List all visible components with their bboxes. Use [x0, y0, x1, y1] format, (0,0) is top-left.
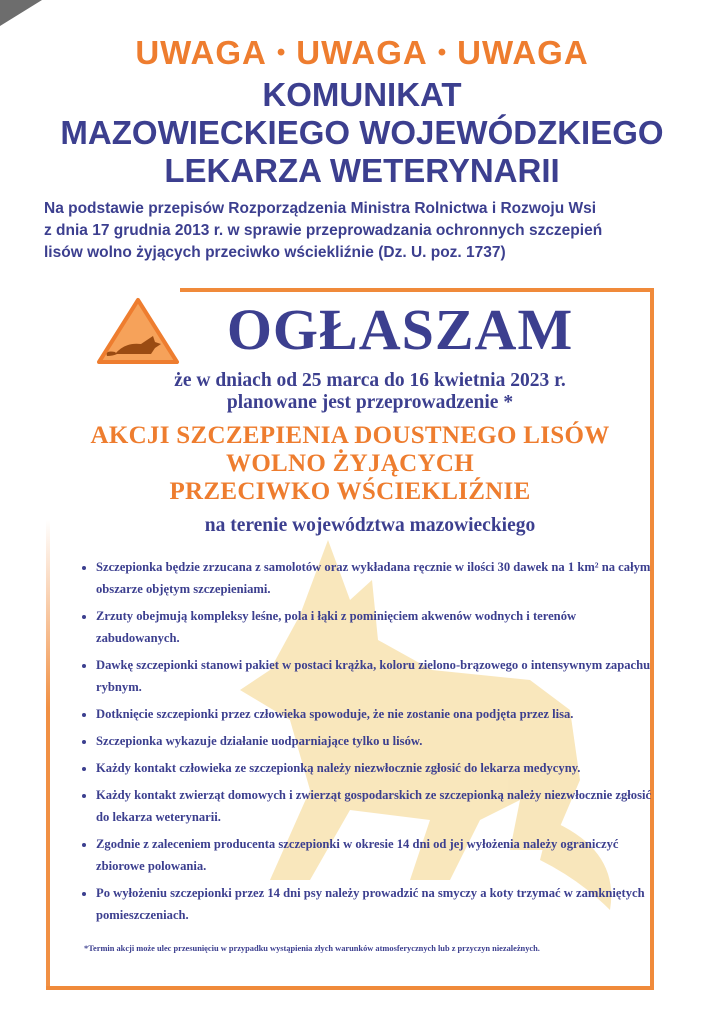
campaign-title — [50, 422, 650, 506]
rules-list — [72, 556, 652, 931]
list-item: • Dawkę szczepionki stanowi pakiet w postaci krążka, koloru zielono-brązowego o intensywnym zapachu rybnym. — [96, 654, 652, 698]
frame-left — [46, 520, 50, 990]
announcement-heading: OGŁASZAM — [226, 297, 574, 362]
list-item: • Każdy kontakt zwierząt domowych i zwierząt gospodarskich ze szczepionką należy niezwłocznie zgłosić do lekarza weterynarii. — [96, 784, 652, 828]
list-item: • Po wyłożeniu szczepionki przez 14 dni psy należy prowadzić na smyczy a koty trzymać w zamkniętych pomieszczeniach. — [96, 882, 652, 926]
list-item: • Szczepionka wykazuje działanie uodparniające tylko u lisów. — [96, 730, 652, 752]
title-line-2: MAZOWIECKIEGO WOJEWÓDZKIEGO — [60, 114, 664, 151]
uwaga-word-1: UWAGA — [135, 34, 267, 71]
document-title — [0, 76, 724, 190]
title-line-1: KOMUNIKAT — [262, 76, 462, 113]
list-item: • Dotknięcie szczepionki przez człowieka spowoduje, że nie zostanie ona podjęta przez lisa. — [96, 703, 652, 725]
uwaga-separator-1: • — [276, 39, 287, 66]
list-item: • Zrzuty obejmują kompleksy leśne, pola i łąki z pominięciem akwenów wodnych i terenów zabudowanych. — [96, 605, 652, 649]
list-item: • Każdy kontakt człowieka ze szczepionką należy niezwłocznie zgłosić do lekarza medycyny. — [96, 757, 652, 779]
legal-basis-line-2: z dnia 17 grudnia 2013 r. w sprawie przeprowadzania ochronnych szczepień — [44, 222, 603, 239]
scan-corner-mark — [0, 0, 42, 26]
campaign-title-line-2: WOLNO ŻYJĄCYCH — [226, 450, 474, 477]
footnote: *Termin akcji może ulec przesunięciu w przypadku wystąpienia złych warunków atmosferycznych lub z przyczyn niezależnych. — [84, 944, 540, 953]
uwaga-word-3: UWAGA — [457, 34, 589, 71]
uwaga-banner — [0, 34, 724, 72]
list-item: • Szczepionka będzie zrzucana z samolotów oraz wykładana ręcznie w ilości 30 dawek na 1 km² na całym obszarze objętym szczepieniami. — [96, 556, 652, 600]
frame-bottom — [46, 986, 654, 990]
legal-basis-line-3: lisów wolno żyjących przeciwko wściekliźnie (Dz. U. poz. 1737) — [44, 244, 506, 261]
frame-top — [180, 288, 654, 292]
title-line-3: LEKARZA WETERYNARII — [164, 152, 560, 189]
uwaga-separator-2: • — [437, 39, 448, 66]
campaign-area: na terenie województwa mazowieckiego — [204, 515, 536, 536]
dates-line-1: że w dniach od 25 marca do 16 kwietnia 2023 r. — [174, 370, 566, 391]
legal-basis-line-1: Na podstawie przepisów Rozporządzenia Ministra Rolnictwa i Rozwoju Wsi — [44, 200, 597, 217]
campaign-dates — [90, 370, 650, 414]
warning-triangle-fox-icon — [95, 296, 181, 366]
list-item: • Zgodnie z zaleceniem producenta szczepionki w okresie 14 dni od jej wyłożenia należy ograniczyć zbiorowe polowania. — [96, 833, 652, 877]
legal-basis — [44, 198, 684, 264]
uwaga-word-2: UWAGA — [296, 34, 428, 71]
campaign-title-line-3: PRZECIWKO WŚCIEKLIŹNIE — [169, 478, 531, 505]
campaign-title-line-1: AKCJI SZCZEPIENIA DOUSTNEGO LISÓW — [90, 422, 610, 449]
dates-line-2: planowane jest przeprowadzenie * — [226, 392, 514, 413]
